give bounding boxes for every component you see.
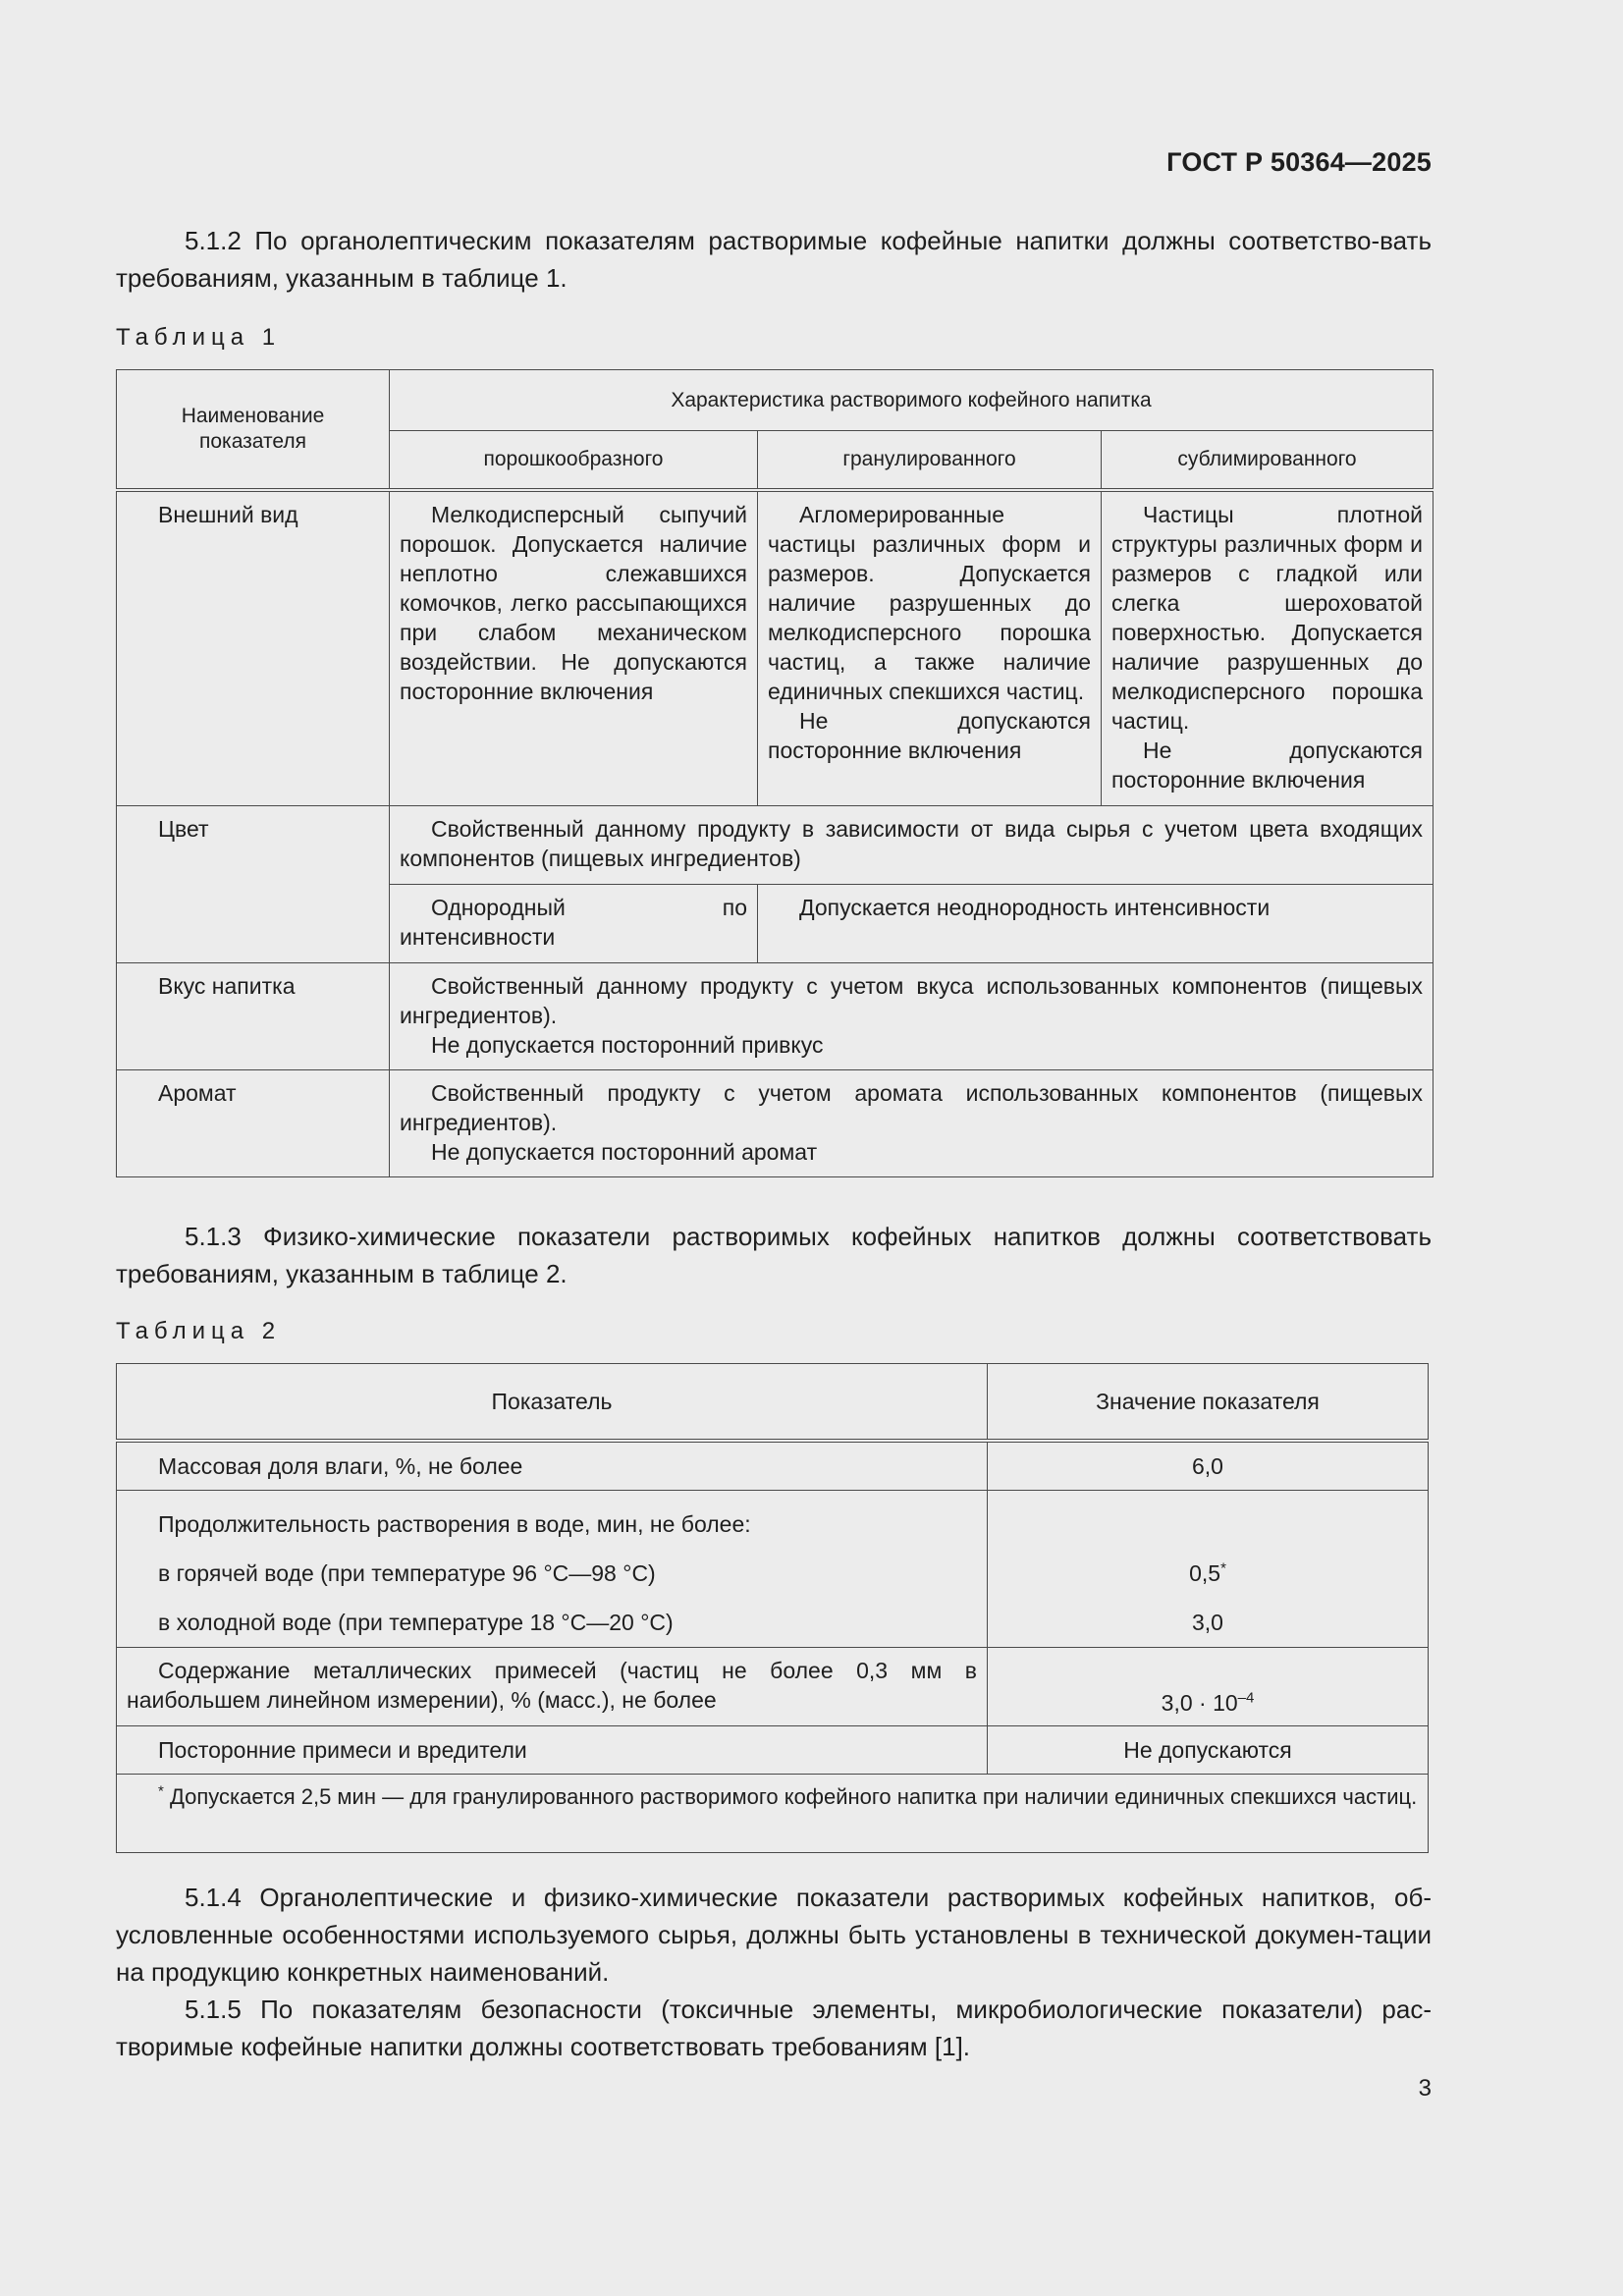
table2-header-indicator: Показатель	[117, 1364, 988, 1441]
moisture-value	[988, 1441, 1429, 1491]
dissolution-cold-value: 3,0	[1192, 1609, 1223, 1635]
table-1-caption: Таблица 1	[116, 324, 282, 351]
cell-text: Мелкодисперсный сыпучий порошок. Допускается наличие неплотно слежавшихся комочков, легко рассыпающихся при слабом механическом воздействии. Не допускаются посторонние включения	[400, 501, 747, 704]
paragraph-5-1-3	[116, 1218, 1432, 1292]
cell-text: Агломерированные частицы различных форм и размеров. Допускается наличие разрушенных до мелкодисперсного порошка частиц, а также наличие единичных спекшихся частиц.	[768, 501, 1091, 704]
color-common	[390, 806, 1434, 885]
page-number: 3	[1418, 2075, 1432, 2102]
moisture-name	[117, 1441, 988, 1491]
paragraph-5-1-2	[116, 222, 1432, 297]
table2-footnote	[117, 1774, 1429, 1852]
dissolution-title: Продолжительность растворения в воде, мин, не более:	[158, 1510, 751, 1537]
dissolution-name	[117, 1490, 988, 1647]
cell-text: 6,0	[1192, 1452, 1223, 1479]
row-name-taste: Вкус напитка	[117, 963, 390, 1070]
foreign-name	[117, 1725, 988, 1774]
table1-header-name	[117, 370, 390, 490]
dissolution-hot-value	[998, 1549, 1418, 1598]
cell-text: Не допускаются посторонние включения	[768, 707, 1091, 763]
table1-header-sublimated: сублимированного	[1102, 431, 1434, 490]
taste-description	[390, 963, 1434, 1070]
cell-text: Свойственный данному продукту в зависимости от вида сырья с учетом цвета входящих компонентов (пищевых ингредиентов)	[400, 816, 1424, 871]
cell-text: Не допускаются посторонние включения	[1111, 737, 1424, 793]
cell-text: Свойственный данному продукту с учетом вкуса использованных компонентов (пищевых ингредиентов).	[400, 973, 1424, 1028]
row-name-appearance: Внешний вид	[117, 490, 390, 806]
cell-text: Массовая доля влаги, %, не более	[158, 1452, 523, 1479]
paragraph-text: 5.1.5 По показателям безопасности (токсичные элементы, микробиологические показатели) рас-творимые кофейные напитки должны соответствовать требованиям [1].	[116, 1995, 1432, 2061]
table1-header-powder: порошкообразного	[390, 431, 758, 490]
color-other	[758, 885, 1434, 963]
footnote-marker: *	[158, 1782, 164, 1800]
paragraph-text: 5.1.3 Физико-химические показатели растворимых кофейных напитков должны соответствовать требованиям, указанным в таблице 2.	[116, 1222, 1432, 1288]
cell-text: Содержание металлических примесей (частиц не более 0,3 мм в наибольшем линейном измерении), % (масс.), не более	[127, 1657, 977, 1713]
exponent: –4	[1237, 1688, 1255, 1706]
cell-text: Свойственный продукту с учетом аромата использованных компонентов (пищевых ингредиентов).	[400, 1080, 1424, 1135]
row-name-aroma: Аромат	[117, 1070, 390, 1177]
document-code: ГОСТ Р 50364—2025	[1166, 147, 1432, 177]
cell-text: Не допускается посторонний привкус	[431, 1032, 824, 1058]
table2-header-value: Значение показателя	[988, 1364, 1429, 1441]
paragraph-text: 5.1.4 Органолептические и физико-химические показатели растворимых кофейных напитков, об-условленные особенностями используемого сырья, должны быть установлены в технической докумен-тации на продукцию конкретных наименований.	[116, 1883, 1432, 1987]
cell-text: Посторонние примеси и вредители	[158, 1736, 527, 1763]
cell-text: Не допускаются	[1123, 1736, 1292, 1763]
paragraph-5-1-5	[116, 1991, 1432, 2065]
paragraph-5-1-4	[116, 1879, 1432, 1991]
color-powder	[390, 885, 758, 963]
dissolution-values	[988, 1490, 1429, 1647]
appearance-sublimated	[1102, 490, 1434, 806]
footnote-marker: *	[1220, 1558, 1226, 1576]
table-1	[116, 369, 1434, 1177]
cell-text: Допускается неоднородность интенсивности	[799, 895, 1271, 920]
table1-header-group: Характеристика растворимого кофейного напитка	[390, 370, 1434, 431]
table-2	[116, 1363, 1429, 1853]
paragraph-text: 5.1.2 По органолептическим показателям растворимые кофейные напитки должны соответство-вать требованиям, указанным в таблице 1.	[116, 226, 1432, 293]
table-2-caption: Таблица 2	[116, 1318, 282, 1344]
metal-value	[988, 1647, 1429, 1725]
footnote-text: Допускается 2,5 мин — для гранулированного растворимого кофейного напитка при наличии единичных спекшихся частиц.	[169, 1783, 1418, 1809]
header-text: Наименование показателя	[181, 404, 325, 453]
dissolution-hot: в горячей воде (при температуре 96 °С—98 °С)	[158, 1559, 656, 1586]
aroma-description	[390, 1070, 1434, 1177]
value-text: 3,0 · 10	[1161, 1689, 1238, 1716]
appearance-granular	[758, 490, 1102, 806]
row-name-color: Цвет	[117, 806, 390, 963]
dissolution-cold: в холодной воде (при температуре 18 °С—20 °С)	[158, 1609, 674, 1635]
cell-text: Не допускается посторонний аромат	[431, 1139, 818, 1165]
foreign-value	[988, 1725, 1429, 1774]
cell-text: Частицы плотной структуры различных форм и размеров с гладкой или слегка шероховатой поверхностью. Допускается наличие разрушенных до мелкодисперсного порошка частиц.	[1111, 501, 1424, 734]
table1-header-granular: гранулированного	[758, 431, 1102, 490]
appearance-powder	[390, 490, 758, 806]
value-text: 0,5	[1189, 1559, 1221, 1586]
metal-name	[117, 1647, 988, 1725]
cell-text: Однородный по интенсивности	[400, 895, 747, 950]
